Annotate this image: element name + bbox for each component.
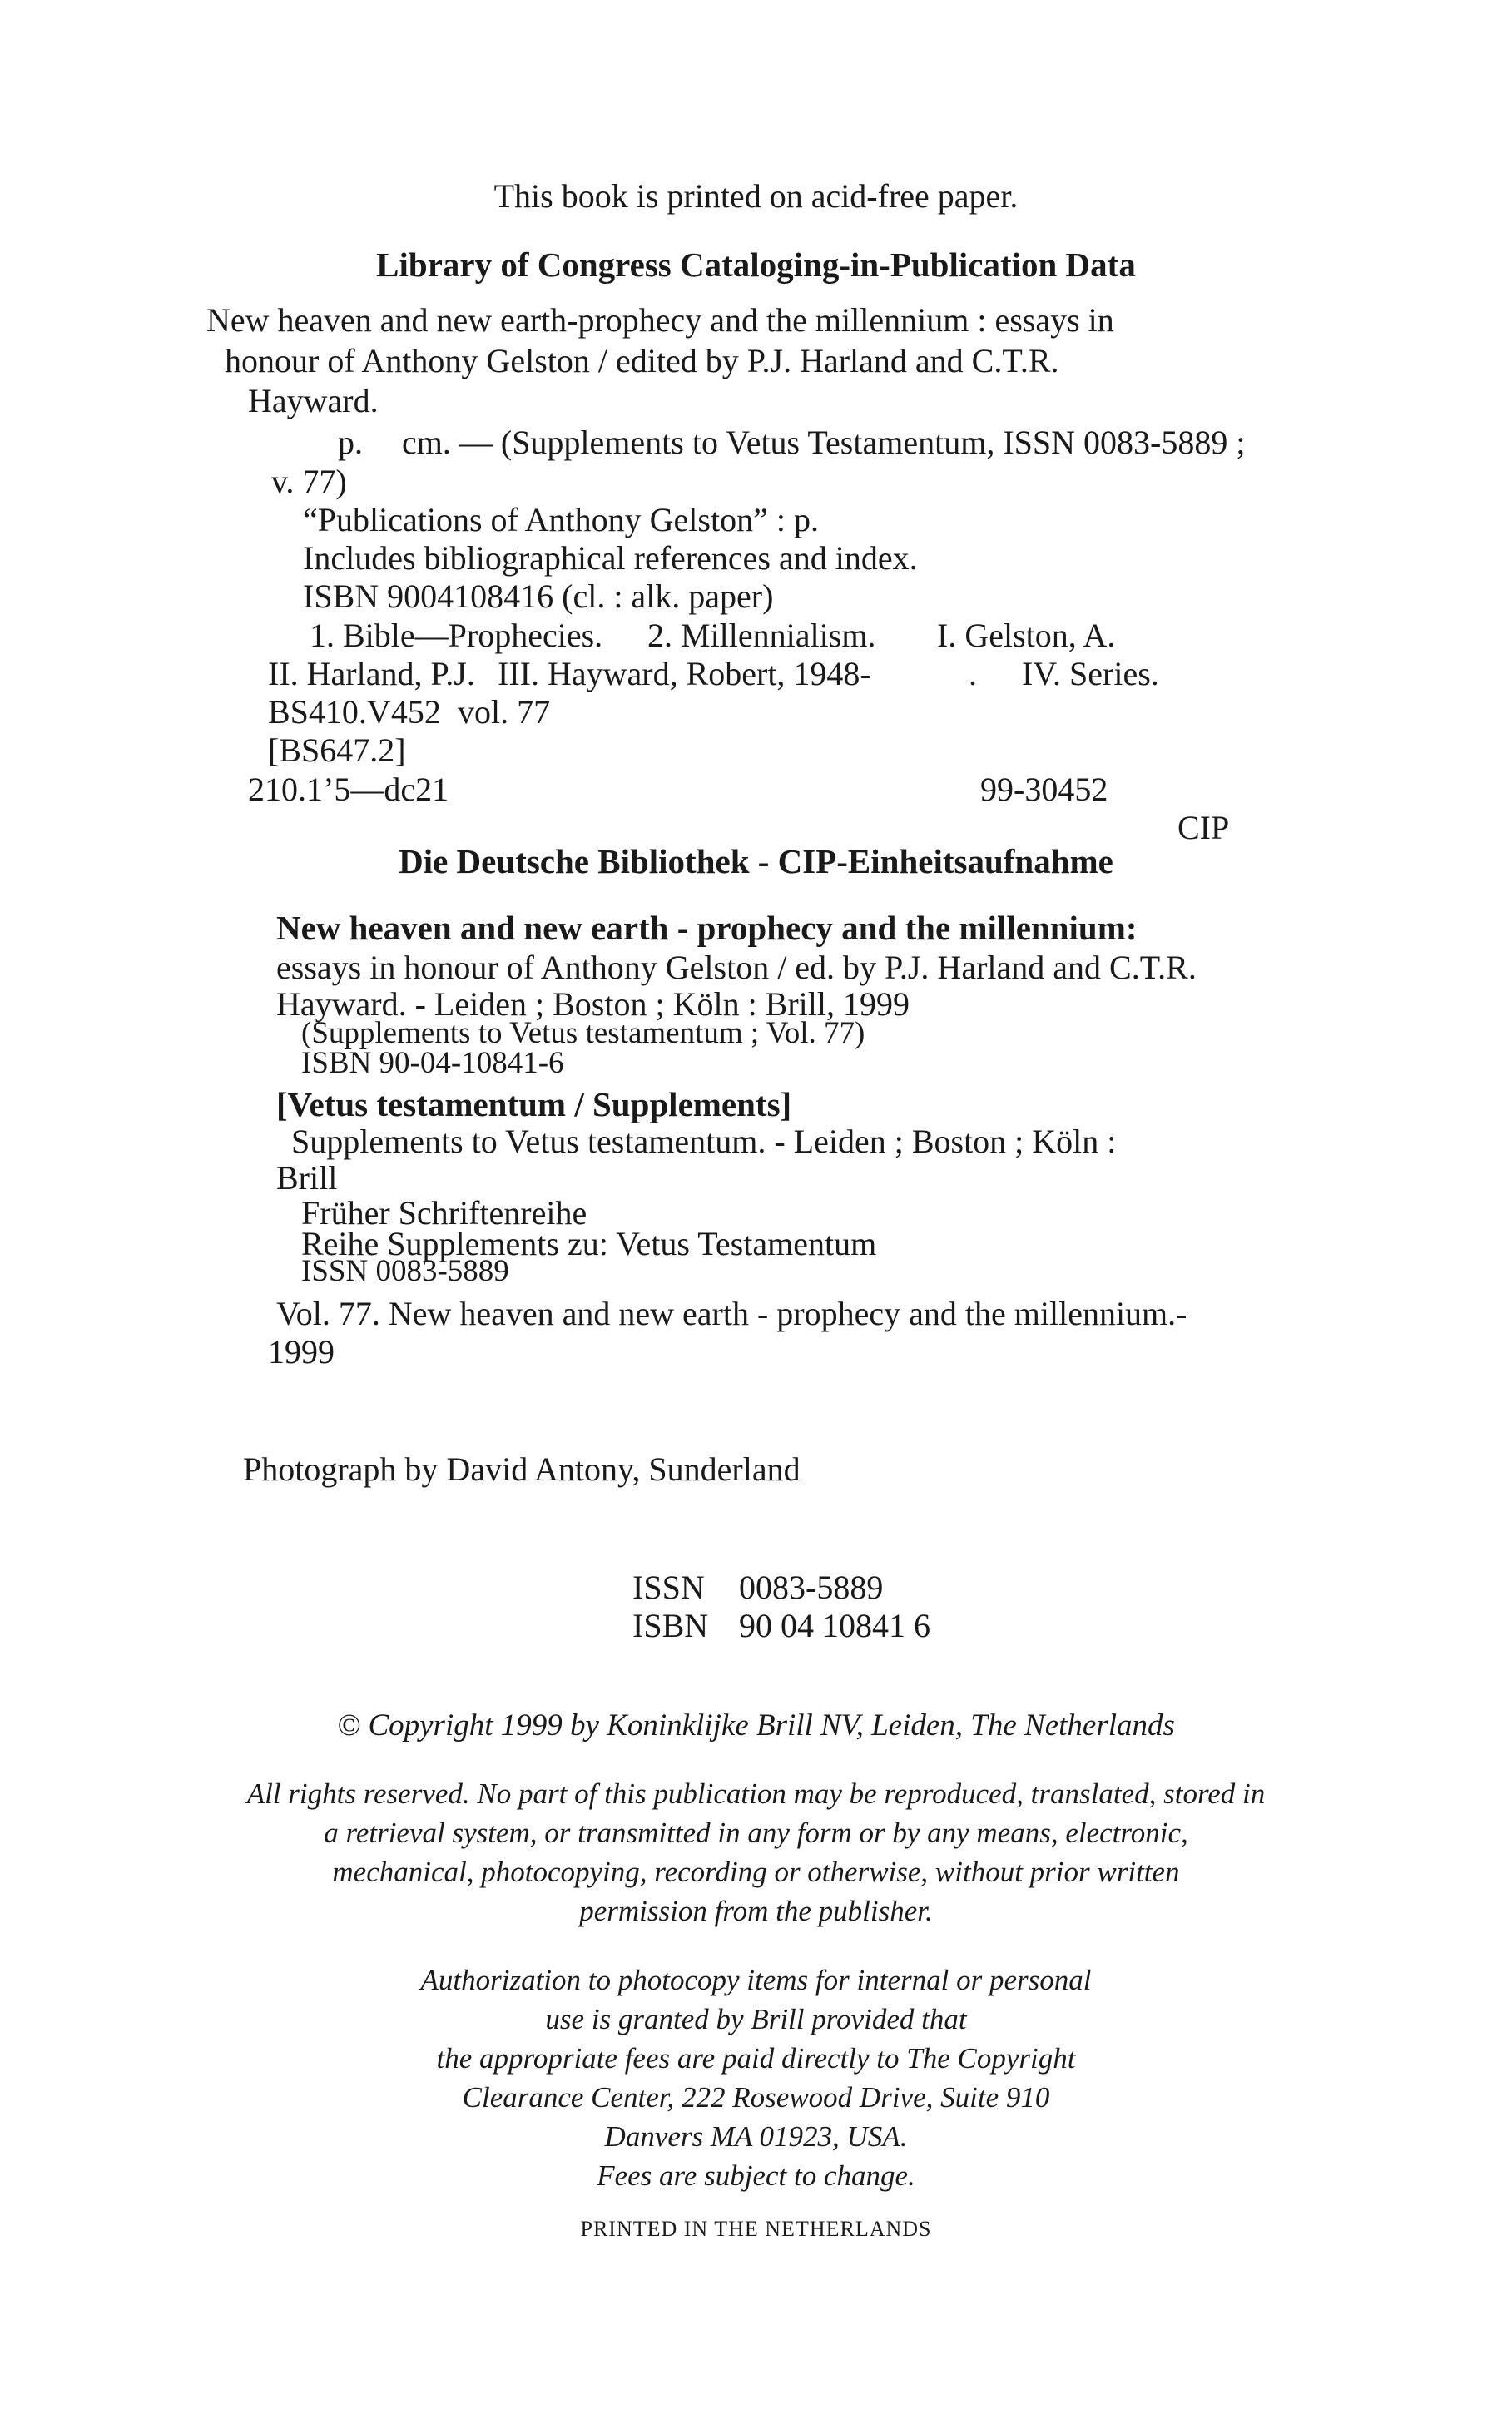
- dnb-series-line: ISSN 0083-5889: [301, 1254, 509, 1288]
- authorization-line: Fees are subject to change.: [597, 2159, 915, 2192]
- loc-heading: Library of Congress Cataloging-in-Publication Data: [376, 245, 1136, 284]
- dnb-heading: Die Deutsche Bibliothek - CIP-Einheitsaufnahme: [399, 842, 1113, 880]
- loc-line: I. Gelston, A.: [937, 617, 1116, 654]
- issn-label: ISSN: [632, 1569, 705, 1606]
- dnb-line: essays in honour of Anthony Gelston / ed. by P.J. Harland and C.T.R.: [276, 949, 1197, 986]
- rights-line: mechanical, photocopying, recording or otherwise, without prior written: [332, 1856, 1180, 1888]
- dnb-series-line: Supplements to Vetus testamentum. - Leiden ; Boston ; Köln :: [291, 1123, 1117, 1160]
- dnb-line: ISBN 90-04-10841-6: [301, 1046, 564, 1080]
- isbn-label: ISBN: [632, 1607, 709, 1644]
- loc-line: cm. — (Supplements to Vetus Testamentum, ISSN 0083-5889 ;: [402, 424, 1246, 461]
- loc-line: 2. Millennialism.: [647, 617, 876, 654]
- loc-line: New heaven and new earth-prophecy and the millennium : essays in: [206, 301, 1114, 339]
- rights-line: a retrieval system, or transmitted in any form or by any means, electronic,: [324, 1817, 1188, 1849]
- dnb-series-heading: [Vetus testamentum / Supplements]: [276, 1085, 792, 1123]
- loc-line: .: [969, 655, 977, 692]
- loc-line: 1. Bible—Prophecies.: [310, 617, 603, 654]
- acid-free-note: This book is printed on acid-free paper.: [493, 177, 1019, 215]
- loc-line: CIP: [1177, 809, 1230, 846]
- loc-line: [BS647.2]: [268, 731, 406, 769]
- isbn-value: 90 04 10841 6: [739, 1607, 930, 1644]
- loc-line: honour of Anthony Gelston / edited by P.J. Harland and C.T.R.: [225, 342, 1059, 379]
- printed-in: PRINTED IN THE NETHERLANDS: [580, 2217, 932, 2241]
- rights-line: permission from the publisher.: [579, 1895, 933, 1927]
- loc-line: Hayward.: [248, 382, 379, 419]
- authorization-line: Authorization to photocopy items for internal or personal: [420, 1964, 1092, 1996]
- authorization-line: Clearance Center, 222 Rosewood Drive, Suite 910: [462, 2081, 1050, 2114]
- dnb-line: (Supplements to Vetus testamentum ; Vol. 77): [301, 1016, 865, 1050]
- rights-line: All rights reserved. No part of this publication may be reproduced, translated, stored in: [246, 1777, 1266, 1810]
- dnb-series-line: Brill: [276, 1159, 338, 1197]
- dnb-title: New heaven and new earth - prophecy and the millennium:: [276, 909, 1138, 947]
- issn-value: 0083-5889: [739, 1569, 884, 1606]
- photo-credit: Photograph by David Antony, Sunderland: [243, 1450, 801, 1488]
- loc-line: ISBN 9004108416 (cl. : alk. paper): [303, 578, 774, 615]
- loc-line: Includes bibliographical references and index.: [303, 539, 918, 577]
- authorization-line: use is granted by Brill provided that: [545, 2003, 967, 2035]
- dnb-series-line: Früher Schriftenreihe: [301, 1194, 587, 1232]
- loc-line: “Publications of Anthony Gelston” : p.: [303, 501, 819, 538]
- authorization-line: Danvers MA 01923, USA.: [604, 2120, 908, 2153]
- loc-line: 99-30452: [980, 771, 1108, 808]
- loc-line: BS410.V452: [268, 693, 441, 731]
- loc-line: IV. Series.: [1022, 655, 1159, 692]
- loc-line: vol. 77: [458, 693, 551, 731]
- loc-line: p.: [338, 424, 363, 461]
- loc-line: II. Harland, P.J.: [268, 655, 475, 692]
- authorization-line: the appropriate fees are paid directly to The Copyright: [436, 2042, 1076, 2075]
- dnb-series-line: Reihe Supplements zu: Vetus Testamentum: [301, 1225, 877, 1262]
- dnb-series-line: 1999: [268, 1333, 335, 1371]
- copyright-line: © Copyright 1999 by Koninklijke Brill NV, Leiden, The Netherlands: [337, 1708, 1175, 1742]
- loc-line: v. 77): [271, 463, 347, 500]
- loc-line: III. Hayward, Robert, 1948-: [498, 655, 871, 692]
- loc-line: 210.1’5—dc21: [248, 771, 449, 808]
- dnb-line: Hayward. - Leiden ; Boston ; Köln : Brill, 1999: [276, 985, 910, 1023]
- dnb-series-line: Vol. 77. New heaven and new earth - prophecy and the millennium.-: [276, 1295, 1187, 1332]
